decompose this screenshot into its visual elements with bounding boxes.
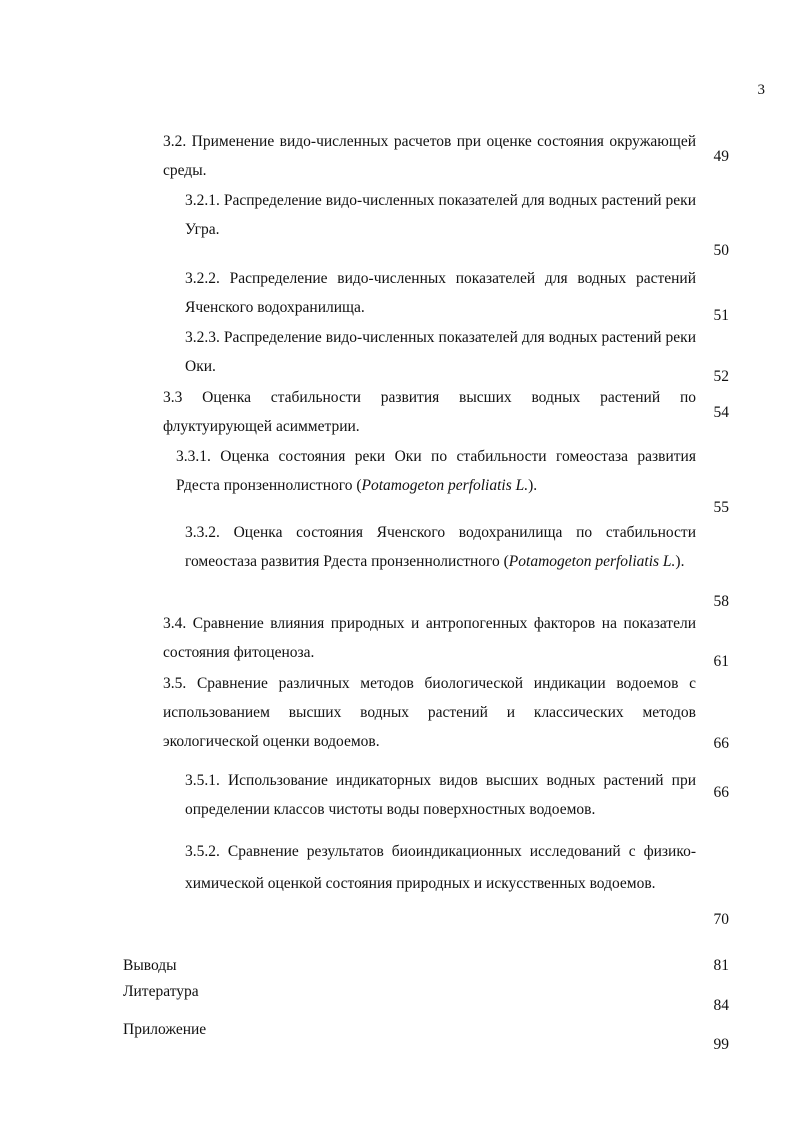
toc-entry-page: 66 <box>713 784 729 801</box>
toc-entry-3-3-1 <box>176 442 696 500</box>
toc-entry-page: 49 <box>713 148 729 165</box>
toc-entry-text: 3.3.2. Оценка состояния Яченского водохранилища по стабильности гомеостаза развития Рдеста пронзеннолистного ( <box>185 524 696 570</box>
toc-entry-text: 3.2.2. Распределение видо-численных показателей для водных растений Яченского водохранилища. <box>185 270 696 316</box>
toc-entry-3-2-3 <box>185 323 696 381</box>
toc-entry-3-3-2 <box>185 518 696 576</box>
toc-appendix-page: 99 <box>713 1036 729 1053</box>
toc-entry-text: 3.2.3. Распределение видо-численных показателей для водных растений реки Оки. <box>185 329 696 375</box>
toc-literature-page: 84 <box>713 997 729 1014</box>
toc-entry-3-5-1 <box>185 766 696 824</box>
toc-appendix-label: Приложение <box>123 1021 207 1038</box>
toc-entry-page: 51 <box>713 307 729 324</box>
toc-entry-3-5-2 <box>185 836 696 900</box>
toc-entry-page: 58 <box>713 593 729 610</box>
toc-entry-3-4 <box>163 609 696 667</box>
toc-entry-text: 3.3 Оценка стабильности развития высших водных растений по флуктуирующей асимметрии. <box>163 389 696 435</box>
toc-entry-3-2-1 <box>185 186 696 244</box>
toc-entry-page: 55 <box>713 499 729 516</box>
latin-species-name: Potamogeton perfoliatis L. <box>508 553 676 570</box>
toc-conclusions-label: Выводы <box>123 957 177 974</box>
toc-entry-text: 3.5.1. Использование индикаторных видов высших водных растений при определении классов чистоты воды поверхностных водоемов. <box>185 772 696 818</box>
toc-entry-text-end: ). <box>528 477 538 494</box>
toc-entry-text: 3.5.2. Сравнение результатов биоиндикационных исследований с физико-химической оценкой состояния природных и искусственных водоемов. <box>185 843 696 892</box>
toc-entry-3-2-2 <box>185 264 696 322</box>
toc-entry-3-2 <box>163 127 696 185</box>
toc-entry-text: 3.2.1. Распределение видо-численных показателей для водных растений реки Угра. <box>185 192 696 238</box>
toc-entry-page: 66 <box>713 735 729 752</box>
toc-entry-page: 50 <box>713 242 729 259</box>
toc-entry-text: 3.5. Сравнение различных методов биологической индикации водоемов с использованием высших водных растений и классических методов экологической оценки водоемов. <box>163 675 696 750</box>
toc-entry-3-3 <box>163 383 696 441</box>
toc-entry-3-5 <box>163 669 696 756</box>
toc-entry-page: 54 <box>713 404 729 421</box>
toc-entry-text: 3.3.1. Оценка состояния реки Оки по стабильности гомеостаза развития Рдеста пронзеннолистного ( <box>176 448 696 494</box>
toc-conclusions-page: 81 <box>713 957 729 974</box>
toc-entry-text: 3.4. Сравнение влияния природных и антропогенных факторов на показатели состояния фитоценоза. <box>163 615 696 661</box>
page-number: 3 <box>757 82 765 98</box>
toc-entry-text-end: ). <box>675 553 685 570</box>
toc-entry-page: 52 <box>713 368 729 385</box>
toc-entry-text: 3.2. Применение видо-численных расчетов при оценке состояния окружающей среды. <box>163 133 696 179</box>
toc-entry-page: 61 <box>713 653 729 670</box>
latin-species-name: Potamogeton perfoliatis L. <box>361 477 529 494</box>
toc-literature-label: Литература <box>123 983 199 1000</box>
toc-entry-page: 70 <box>713 911 729 928</box>
